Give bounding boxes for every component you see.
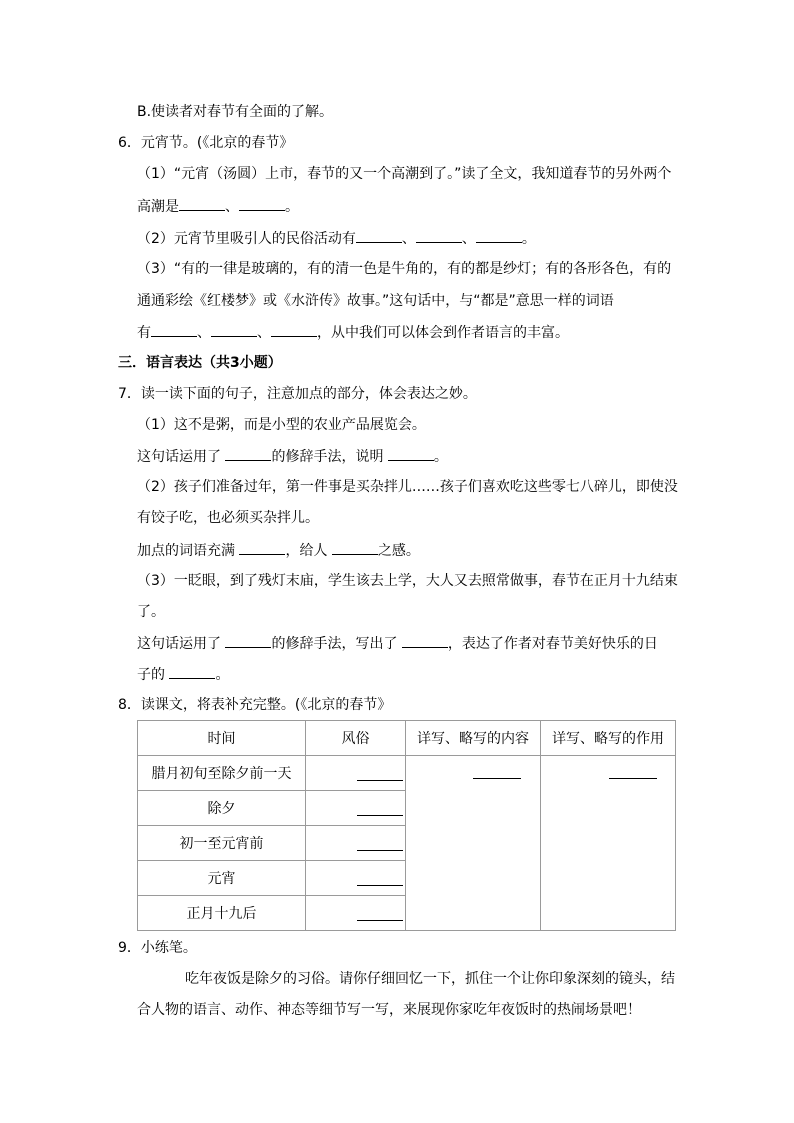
q7-answer3-text-c: ，表达了作者对春节美好快乐的日 — [447, 636, 658, 652]
separator: 、 — [401, 231, 416, 247]
answer-blank[interactable] — [356, 228, 402, 243]
table-cell-time: 元宵 — [138, 861, 306, 896]
q6-part2-prefix: （2）元宵节里吸引人的民俗活动有 — [137, 231, 356, 247]
q7-answer3-line1 — [137, 633, 658, 654]
q9-prompt-line1: 吃年夜饭是除夕的习俗。请你仔细回忆一下，抓住一个让你印象深刻的镜头，结 — [185, 971, 675, 987]
q5-option-b: B.使读者对春节有全面的了解。 — [137, 104, 334, 120]
q7-answer2-text-c: 之感。 — [377, 543, 420, 559]
period: 。 — [285, 199, 299, 215]
answer-blank[interactable] — [357, 920, 403, 921]
answer-blank[interactable] — [357, 850, 403, 851]
q7-sentence2-line2: 有饺子吃，也必须买杂拌儿。 — [137, 510, 319, 526]
q8-title: 8．读课文，将表补充完整。(《北京的春节》 — [118, 697, 392, 713]
table-cell-custom[interactable] — [306, 861, 406, 896]
table-header: 详写、略写的内容 — [406, 721, 541, 756]
q6-part3-line1: （3）“有的一律是玻璃的，有的清一色是牛角的，有的都是纱灯；有的各形各色，有的 — [137, 261, 672, 277]
separator: 、 — [461, 231, 476, 247]
table-cell-time: 正月十九后 — [138, 896, 306, 931]
q6-title: 6．元宵节。(《北京的春节》 — [118, 135, 294, 151]
answer-blank[interactable] — [402, 633, 448, 648]
table-cell-time: 除夕 — [138, 791, 306, 826]
separator: 、 — [257, 325, 271, 341]
answer-blank[interactable] — [473, 778, 521, 779]
q7-sentence3-line2: 了。 — [137, 604, 165, 620]
answer-blank[interactable] — [211, 322, 257, 337]
table-cell-content[interactable] — [406, 756, 541, 931]
q6-part1-prefix: 高潮是 — [137, 199, 179, 215]
answer-blank[interactable] — [609, 778, 657, 779]
q7-sentence1: （1）这不是粥，而是小型的农业产品展览会。 — [137, 417, 426, 433]
q9-title: 9．小练笔。 — [118, 940, 197, 956]
q7-answer2 — [137, 540, 420, 561]
table-cell-time: 腊月初旬至除夕前一天 — [138, 756, 306, 791]
table-cell-effect[interactable] — [541, 756, 676, 931]
answer-blank[interactable] — [476, 228, 522, 243]
q6-part3-line3 — [137, 322, 569, 343]
section-heading: 三．语言表达（共3小题） — [118, 355, 282, 371]
q9-prompt-line2: 合人物的语言、动作、神态等细节写一写，来展现你家吃年夜饭时的热闹场景吧！ — [137, 1002, 641, 1018]
q7-title: 7．读一读下面的句子，注意加点的部分，体会表达之妙。 — [118, 386, 477, 402]
q7-answer2-text-a: 加点的词语充满 — [137, 543, 240, 559]
period: 。 — [433, 449, 448, 465]
q6-part3-suffix: ，从中我们可以体会到作者语言的丰富。 — [317, 325, 569, 341]
q7-answer1-text-b: 的修辞手法，说明 — [271, 449, 388, 465]
separator: 、 — [225, 199, 239, 215]
answer-blank[interactable] — [357, 780, 403, 781]
answer-blank[interactable] — [357, 815, 403, 816]
answer-blank[interactable] — [225, 446, 271, 461]
answer-blank[interactable] — [388, 446, 434, 461]
q7-answer2-text-b: ，给人 — [285, 543, 332, 559]
q6-part3-prefix: 有 — [137, 325, 151, 341]
table-cell-custom[interactable] — [306, 791, 406, 826]
answer-blank[interactable] — [169, 664, 215, 679]
answer-blank[interactable] — [416, 228, 462, 243]
answer-blank[interactable] — [271, 322, 317, 337]
q6-part2 — [137, 228, 536, 249]
answer-blank[interactable] — [179, 196, 225, 211]
q7-answer1 — [137, 446, 448, 467]
period: 。 — [521, 231, 536, 247]
q6-part1-line2 — [137, 196, 299, 217]
answer-blank[interactable] — [225, 633, 271, 648]
table-header: 时间 — [138, 721, 306, 756]
answer-blank[interactable] — [332, 540, 378, 555]
table-cell-custom[interactable] — [306, 756, 406, 791]
q6-part3-line2: 通通彩绘《红楼梦》或《水浒传》故事。”这句话中，与“都是”意思一样的词语 — [137, 293, 614, 309]
q7-answer3-text-b: 的修辞手法，写出了 — [271, 636, 402, 652]
table-row — [138, 756, 676, 791]
answer-blank[interactable] — [239, 196, 285, 211]
q6-part1-line1: （1）“元宵（汤圆）上市，春节的又一个高潮到了。”读了全文，我知道春节的另外两个 — [137, 166, 672, 182]
custom-table — [137, 720, 676, 931]
q7-answer1-text-a: 这句话运用了 — [137, 449, 226, 465]
q7-answer3-text-d: 子的 — [137, 667, 170, 683]
q7-answer3-text-a: 这句话运用了 — [137, 636, 226, 652]
table-cell-time: 初一至元宵前 — [138, 826, 306, 861]
table-cell-custom[interactable] — [306, 896, 406, 931]
q7-sentence3-line1: （3）一眨眼，到了残灯末庙，学生该去上学，大人又去照常做事，春节在正月十九结束 — [137, 573, 678, 589]
table-header-row — [138, 721, 676, 756]
table-cell-custom[interactable] — [306, 826, 406, 861]
answer-blank[interactable] — [239, 540, 285, 555]
q7-sentence2-line1: （2）孩子们准备过年，第一件事是买杂拌儿……孩子们喜欢吃这些零七八碎儿，即使没 — [137, 479, 678, 495]
answer-blank[interactable] — [357, 885, 403, 886]
separator: 、 — [197, 325, 211, 341]
table-header: 详写、略写的作用 — [541, 721, 676, 756]
answer-blank[interactable] — [151, 322, 197, 337]
q7-answer3-line2 — [137, 664, 229, 685]
period: 。 — [215, 667, 230, 683]
table-header: 风俗 — [306, 721, 406, 756]
